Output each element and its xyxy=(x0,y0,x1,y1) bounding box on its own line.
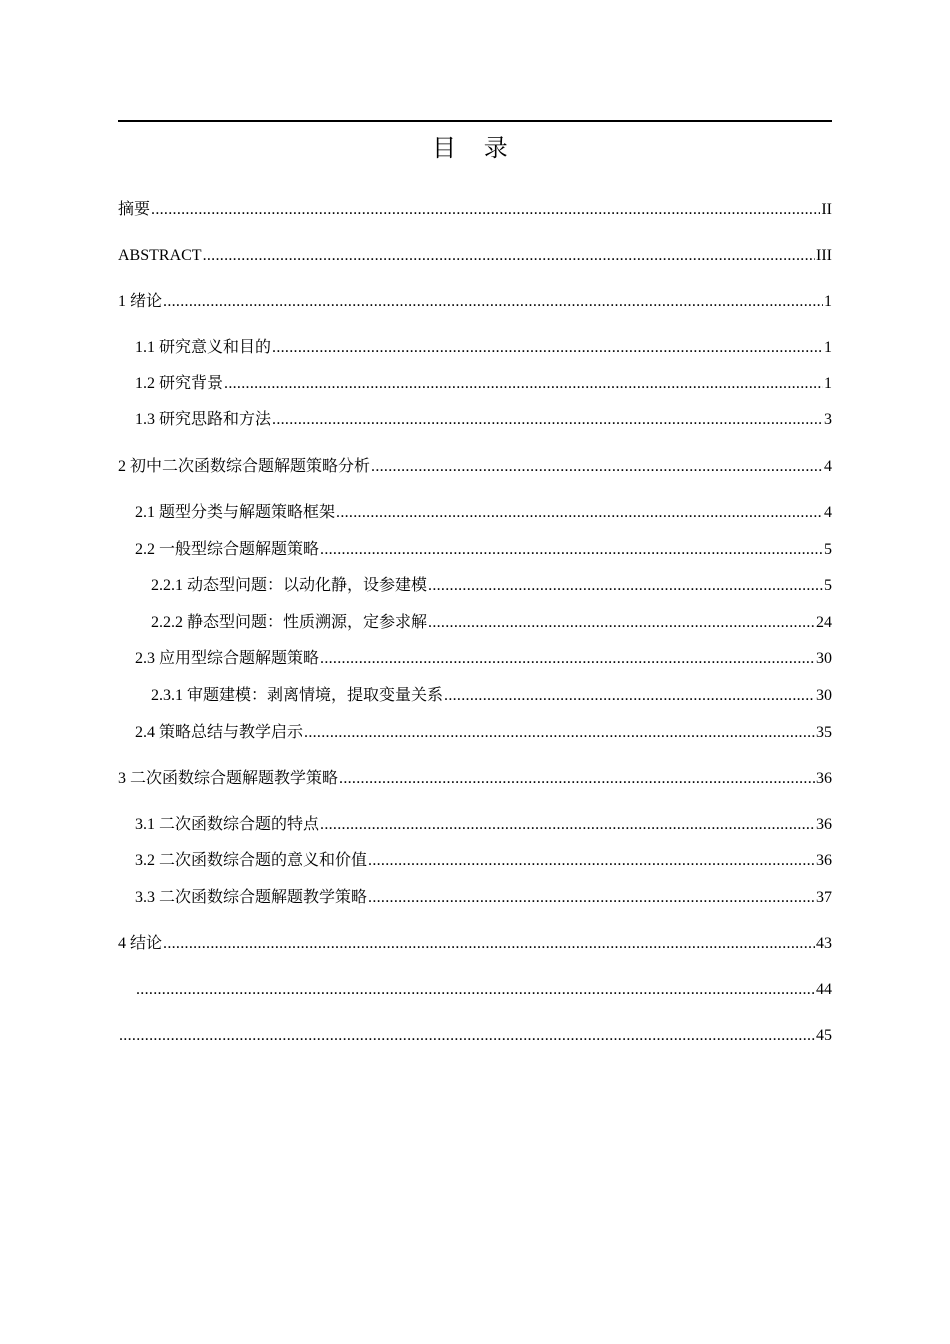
toc-entry-label: 2.2.1 动态型问题：以动化静，设参建模 xyxy=(151,577,428,594)
toc-entry-page: 36 xyxy=(816,770,832,787)
toc-leader xyxy=(203,245,815,267)
toc-entry[interactable] xyxy=(135,814,832,836)
toc-leader xyxy=(304,722,815,744)
toc-leader xyxy=(339,768,815,790)
toc-leader xyxy=(272,409,823,431)
toc-leader xyxy=(136,979,815,1001)
toc-entry[interactable] xyxy=(135,373,832,395)
toc-entry[interactable] xyxy=(135,502,832,524)
toc-entry[interactable] xyxy=(135,648,832,670)
toc-entry-label: 3.2 二次函数综合题的意义和价值 xyxy=(135,852,368,869)
toc-entry[interactable] xyxy=(135,979,832,1001)
toc-entry[interactable] xyxy=(118,245,832,267)
toc-entry-page: 5 xyxy=(824,541,832,558)
toc-leader xyxy=(368,887,815,909)
toc-entry-label: 3.1 二次函数综合题的特点 xyxy=(135,816,320,833)
toc-entry-label: 2 初中二次函数综合题解题策略分析 xyxy=(118,458,371,475)
toc-entry-page: 30 xyxy=(816,687,832,704)
toc-entry-page: 43 xyxy=(816,935,832,952)
toc-leader xyxy=(163,291,823,313)
toc-entry-page: 4 xyxy=(824,458,832,475)
toc-leader xyxy=(444,685,815,707)
toc-entry-page: III xyxy=(816,247,832,264)
toc-leader xyxy=(119,1025,815,1047)
toc-entry[interactable] xyxy=(135,409,832,431)
toc-entry[interactable] xyxy=(151,575,832,597)
toc-entry-label: 3 二次函数综合题解题教学策略 xyxy=(118,770,339,787)
toc-entry-page: 30 xyxy=(816,650,832,667)
toc-entry-page: 35 xyxy=(816,724,832,741)
toc-entry-page: 45 xyxy=(816,1027,832,1044)
toc-leader xyxy=(320,539,823,561)
toc-leader xyxy=(320,648,815,670)
toc-leader xyxy=(428,575,823,597)
toc-entry[interactable] xyxy=(135,850,832,872)
toc-leader xyxy=(368,850,815,872)
toc-entry[interactable] xyxy=(118,1025,832,1047)
toc-entry[interactable] xyxy=(151,612,832,634)
toc-leader xyxy=(224,373,823,395)
toc-entry-label: 2.2.2 静态型问题：性质溯源，定参求解 xyxy=(151,614,428,631)
toc-entry-label: 1 绪论 xyxy=(118,293,163,310)
toc-entry-page: 24 xyxy=(816,614,832,631)
toc-leader xyxy=(336,502,823,524)
toc-entry-page: 4 xyxy=(824,504,832,521)
header-rule xyxy=(118,120,832,122)
toc-entry[interactable] xyxy=(118,456,832,478)
toc-leader xyxy=(320,814,815,836)
toc-entry[interactable] xyxy=(118,768,832,790)
toc-title: 目 录 xyxy=(432,134,518,162)
toc-entry-page: II xyxy=(821,201,832,218)
toc-entry[interactable] xyxy=(118,199,832,221)
toc-entry-label: ABSTRACT xyxy=(118,247,202,264)
toc-entry[interactable] xyxy=(151,685,832,707)
toc-entry-label: 1.1 研究意义和目的 xyxy=(135,339,272,356)
toc-page xyxy=(118,0,832,1344)
toc-entry-label: 2.3 应用型综合题解题策略 xyxy=(135,650,320,667)
toc-entry-label: 2.4 策略总结与教学启示 xyxy=(135,724,304,741)
toc-entry-page: 44 xyxy=(816,981,832,998)
toc-entry-page: 1 xyxy=(824,293,832,310)
toc-entry-page: 1 xyxy=(824,339,832,356)
toc-entry-label: 2.3.1 审题建模：剥离情境，提取变量关系 xyxy=(151,687,444,704)
toc-entry-label: 2.2 一般型综合题解题策略 xyxy=(135,541,320,558)
toc-entry-page: 3 xyxy=(824,411,832,428)
toc-entry-page: 5 xyxy=(824,577,832,594)
toc-entry[interactable] xyxy=(118,933,832,955)
toc-leader xyxy=(151,199,820,221)
toc-entry-page: 1 xyxy=(824,375,832,392)
toc-entry-label: 摘要 xyxy=(118,201,151,218)
toc-leader xyxy=(428,612,815,634)
toc-entry-page: 36 xyxy=(816,852,832,869)
toc-entry[interactable] xyxy=(118,291,832,313)
toc-entry-label: 1.2 研究背景 xyxy=(135,375,224,392)
toc-entry-label: 2.1 题型分类与解题策略框架 xyxy=(135,504,336,521)
toc-entry-label: 3.3 二次函数综合题解题教学策略 xyxy=(135,889,368,906)
toc-leader xyxy=(371,456,823,478)
toc-entry[interactable] xyxy=(135,539,832,561)
toc-entry-page: 37 xyxy=(816,889,832,906)
toc-leader xyxy=(272,337,823,359)
toc-entry[interactable] xyxy=(135,337,832,359)
toc-entry-page: 36 xyxy=(816,816,832,833)
toc-leader xyxy=(163,933,815,955)
toc-entry[interactable] xyxy=(135,722,832,744)
toc-entry-label: 1.3 研究思路和方法 xyxy=(135,411,272,428)
toc-entry[interactable] xyxy=(135,887,832,909)
toc-entry-label: 4 结论 xyxy=(118,935,163,952)
